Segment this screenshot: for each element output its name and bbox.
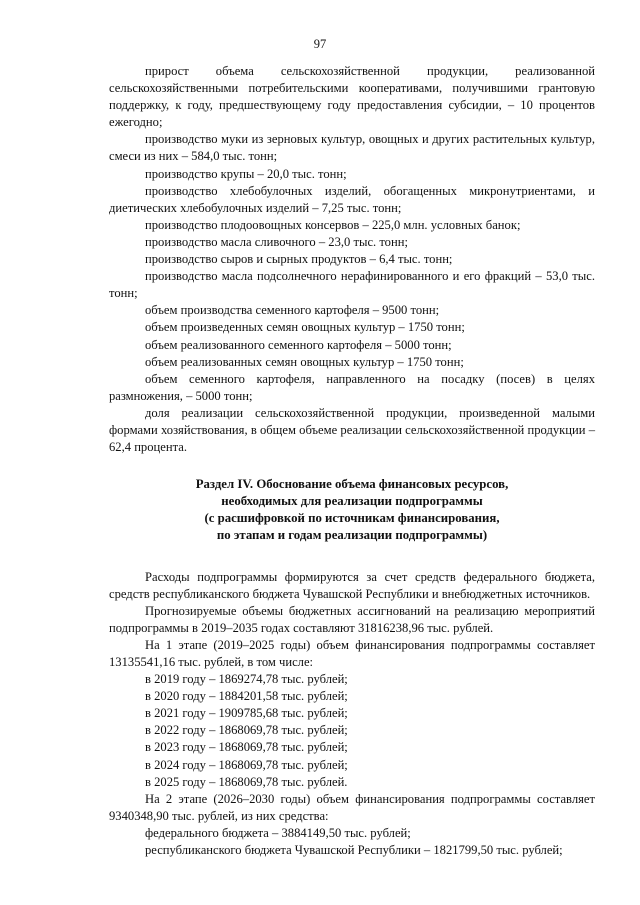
paragraph: производство сыров и сырных продуктов – 6,4 тыс. тонн; <box>145 252 453 267</box>
list-item: республиканского бюджета Чувашской Республики – 1821799,50 тыс. рублей; <box>145 843 563 858</box>
paragraph: На 1 этапе (2019–2025 годы) объем финансирования подпрограммы составляет 13135541,16 тыс. рублей, в том числе: <box>109 637 595 669</box>
page-number: 97 <box>313 37 327 51</box>
paragraph: объем производства семенного картофеля – 9500 тонн; <box>145 303 440 318</box>
list-item: в 2020 году – 1884201,58 тыс. рублей; <box>145 689 348 704</box>
section-heading-line: по этапам и годам реализации подпрограммы) <box>216 528 488 543</box>
paragraph: объем реализованного семенного картофеля – 5000 тонн; <box>145 337 452 352</box>
document-body <box>109 63 595 859</box>
paragraph: производство плодоовощных консервов – 225,0 млн. условных банок; <box>145 217 521 232</box>
section-heading-line: необходимых для реализации подпрограммы <box>221 494 483 509</box>
list-item: в 2025 году – 1868069,78 тыс. рублей. <box>145 774 348 789</box>
paragraph: Расходы подпрограммы формируются за счет средств федерального бюджета, средств республиканского бюджета Чувашской Республики и внебюджетных источников. <box>109 569 595 601</box>
paragraph: объем реализованных семян овощных культур – 1750 тонн; <box>145 354 464 369</box>
paragraph: доля реализации сельскохозяйственной продукции, произведенной малыми формами хозяйствования, в общем объеме реализации сельскохозяйственной продукции – 62,4 процента. <box>109 405 595 455</box>
paragraph: производство муки из зерновых культур, овощных и других растительных культур, смеси из них – 584,0 тыс. тонн; <box>109 132 595 164</box>
paragraph: На 2 этапе (2026–2030 годы) объем финансирования подпрограммы составляет 9340348,90 тыс. рублей, из них средства: <box>109 791 595 823</box>
paragraph: объем произведенных семян овощных культур – 1750 тонн; <box>145 320 465 335</box>
section-heading-line: (с расшифровкой по источникам финансирования, <box>204 511 500 526</box>
paragraph: производство крупы – 20,0 тыс. тонн; <box>145 166 347 181</box>
section-heading <box>109 476 595 544</box>
list-item: в 2024 году – 1868069,78 тыс. рублей; <box>145 757 348 772</box>
paragraph: производство масла подсолнечного нерафинированного и его фракций – 53,0 тыс. тонн; <box>109 269 595 301</box>
section-heading-line: Раздел IV. Обоснование объема финансовых ресурсов, <box>195 477 509 492</box>
list-item: в 2019 году – 1869274,78 тыс. рублей; <box>145 672 348 687</box>
paragraph: объем семенного картофеля, направленного на посадку (посев) в целях размножения, – 5000 тонн; <box>109 371 595 403</box>
list-item: федерального бюджета – 3884149,50 тыс. рублей; <box>145 825 411 840</box>
list-item: в 2022 году – 1868069,78 тыс. рублей; <box>145 723 348 738</box>
paragraph: производство масла сливочного – 23,0 тыс. тонн; <box>145 234 408 249</box>
paragraph: прирост объема сельскохозяйственной продукции, реализованной сельскохозяйственными потребительскими кооперативами, получившими грантовую поддержку, к году, предшествующему году предоставления субсидии, – 10 процентов ежегодно; <box>109 64 595 130</box>
list-item: в 2023 году – 1868069,78 тыс. рублей; <box>145 740 348 755</box>
list-item: в 2021 году – 1909785,68 тыс. рублей; <box>145 706 348 721</box>
paragraph: Прогнозируемые объемы бюджетных ассигнований на реализацию мероприятий подпрограммы в 2019–2035 годах составляют 31816238,96 тыс. рублей. <box>109 603 595 635</box>
paragraph: производство хлебобулочных изделий, обогащенных микронутриентами, и диетических хлебобулочных изделий – 7,25 тыс. тонн; <box>109 183 595 215</box>
